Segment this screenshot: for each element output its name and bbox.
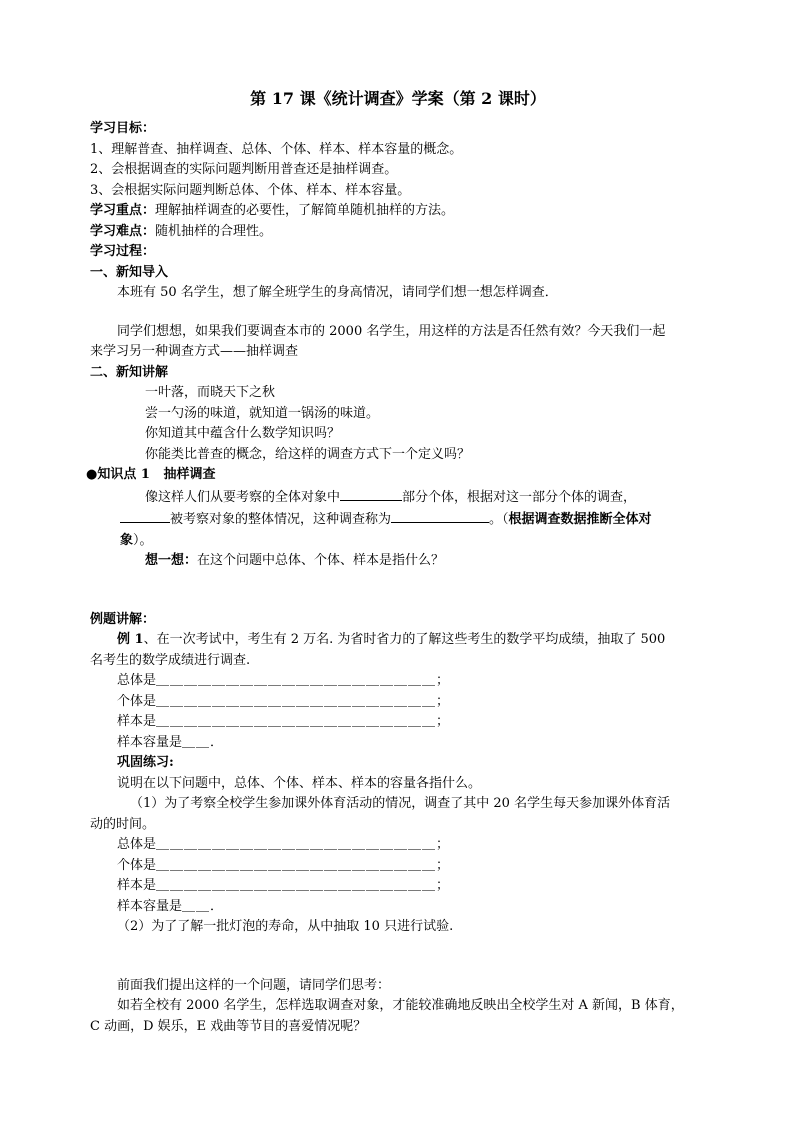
worksheet-page	[86, 86, 706, 1037]
answer-line-sample	[90, 712, 706, 733]
section2-line: 尝一勺汤的味道，就知道一锅汤的味道。	[145, 405, 380, 421]
section1-heading: 一、新知导入	[90, 264, 169, 280]
closing-paragraph: 如若全校有 2000 名学生，怎样选取调查对象，才能较准确地反映出全校学生对 A 新闻，B 体育，	[117, 998, 684, 1013]
punct: ；	[436, 837, 450, 852]
example-1-line: 名考生的数学成绩进行调查.	[90, 652, 251, 668]
objective-item: 1、理解普查、抽样调查、总体、个体、样本、样本容量的概念。	[90, 141, 463, 157]
answer-blank[interactable]: ＿＿＿＿＿＿＿＿＿＿＿＿＿＿＿＿＿＿＿＿	[156, 837, 437, 852]
definition-line	[90, 508, 706, 531]
knowledge-point-topic: 抽样调查	[163, 467, 216, 482]
punct: ；	[436, 673, 450, 688]
section2-line: 你知道其中蕴含什么数学知识吗？	[145, 426, 341, 441]
answer-blank[interactable]: ＿＿＿＿＿＿＿＿＿＿＿＿＿＿＿＿＿＿＿＿	[156, 693, 437, 709]
definition-hint: 象	[120, 532, 134, 548]
answer-label: 样本是	[117, 878, 157, 893]
practice-heading: 巩固练习:	[117, 755, 174, 770]
example-label: 例 1	[117, 632, 144, 647]
fill-blank[interactable]	[120, 508, 170, 523]
practice-intro: 说明在以下问题中，总体、个体、样本、样本的容量各指什么。	[117, 775, 482, 791]
practice-question-1: （1）为了考察全校学生参加课外体育活动的情况，调查了其中 20 名学生每天参加课外体育活	[130, 796, 671, 811]
bullet-icon: ●	[86, 467, 98, 482]
page-title: 第 17 课《统计调查》学案（第 2 课时）	[250, 89, 546, 108]
answer-line-total	[90, 835, 706, 856]
answer-label: 总体是	[117, 837, 157, 852]
fill-blank[interactable]	[391, 508, 489, 523]
punct: ．	[210, 734, 224, 750]
objectives-heading: 学习目标：	[90, 121, 156, 136]
answer-blank[interactable]: ＿＿＿＿＿＿＿＿＿＿＿＿＿＿＿＿＿＿＿＿	[156, 878, 437, 893]
objective-item: 2、会根据调查的实际问题判断用普查还是抽样调查。	[90, 162, 398, 177]
definition-line	[90, 486, 706, 509]
key-point-label: 学习重点：	[90, 203, 156, 218]
practice-question-2: （2）为了了解一批灯泡的寿命，从中抽取 10 只进行试验.	[117, 919, 454, 934]
section1-paragraph: 来学习另一种调查方式——抽样调查	[90, 344, 299, 359]
closing-paragraph: C 动画，D 娱乐，E 戏曲等节目的喜爱情况呢？	[90, 1018, 367, 1034]
answer-label: 个体是	[117, 693, 157, 709]
section2-line: 一叶落，而晓天下之秋	[145, 385, 276, 400]
think-label: 想一想：	[145, 553, 198, 568]
definition-text: 像这样人们从要考察的全体对象中	[145, 489, 341, 505]
think-text: 在这个问题中总体、个体、样本是指什么？	[197, 553, 445, 568]
answer-line-individual	[90, 856, 706, 877]
section1-paragraph: 本班有 50 名学生，想了解全班学生的身高情况，请同学们想一想怎样调查．	[117, 285, 558, 300]
examples-heading: 例题讲解：	[90, 611, 156, 627]
answer-line-total	[90, 671, 706, 692]
think-line	[90, 551, 706, 572]
punct: ；	[436, 714, 450, 729]
answer-label: 个体是	[117, 857, 157, 873]
punct: ．	[210, 898, 224, 914]
definition-text: ）。	[133, 532, 153, 548]
key-point-text: 理解抽样调查的必要性，了解简单随机抽样的方法。	[155, 203, 455, 218]
definition-hint: 根据调查数据推断全体对	[508, 512, 652, 527]
answer-line-sample	[90, 876, 706, 897]
answer-line-size	[90, 897, 706, 918]
answer-blank[interactable]: ＿＿＿＿＿＿＿＿＿＿＿＿＿＿＿＿＿＿＿＿	[156, 673, 437, 688]
answer-blank[interactable]: ＿＿	[182, 734, 211, 750]
knowledge-point-label: 知识点 1	[97, 467, 150, 482]
answer-blank[interactable]: ＿＿＿＿＿＿＿＿＿＿＿＿＿＿＿＿＿＿＿＿	[156, 714, 437, 729]
definition-text: 。（	[489, 512, 509, 527]
fill-blank[interactable]	[340, 486, 402, 501]
answer-blank[interactable]: ＿＿	[182, 898, 211, 914]
section2-heading: 二、新知讲解	[90, 364, 169, 380]
practice-question-1: 动的时间。	[90, 816, 156, 832]
definition-line	[90, 531, 706, 552]
example-text: 、在一次考试中，考生有 2 万名. 为省时省力的了解这些考生的数学平均成绩，抽取了 500	[143, 632, 666, 647]
knowledge-point-heading	[86, 465, 706, 486]
answer-label: 样本容量是	[117, 734, 183, 750]
difficulty-text: 随机抽样的合理性。	[155, 223, 273, 239]
definition-text: 部分个体，根据对这一部分个体的调查，	[402, 489, 637, 505]
closing-paragraph: 前面我们提出这样的一个问题，请同学们思考：	[117, 977, 391, 993]
punct: ；	[436, 878, 450, 893]
answer-line-individual	[90, 692, 706, 713]
answer-label: 总体是	[117, 673, 157, 688]
objective-item: 3、会根据实际问题判断总体、个体、样本、样本容量。	[90, 182, 411, 198]
answer-label: 样本是	[117, 714, 157, 729]
answer-blank[interactable]: ＿＿＿＿＿＿＿＿＿＿＿＿＿＿＿＿＿＿＿＿	[156, 857, 437, 873]
example-1-line	[90, 630, 706, 651]
section1-paragraph: 同学们想想，如果我们要调查本市的 2000 名学生，用这样的方法是否任然有效？今天我们一起	[117, 323, 666, 339]
process-heading: 学习过程：	[90, 244, 156, 259]
answer-line-size	[90, 733, 706, 754]
section2-line: 你能类比普查的概念，给这样的调查方式下一个定义吗？	[145, 446, 471, 462]
answer-label: 样本容量是	[117, 898, 183, 914]
difficulty	[90, 222, 706, 243]
key-point	[90, 201, 706, 222]
punct: ；	[436, 693, 450, 709]
difficulty-label: 学习难点：	[90, 223, 156, 239]
punct: ；	[436, 857, 450, 873]
definition-text: 被考察对象的整体情况，这种调查称为	[170, 512, 392, 527]
